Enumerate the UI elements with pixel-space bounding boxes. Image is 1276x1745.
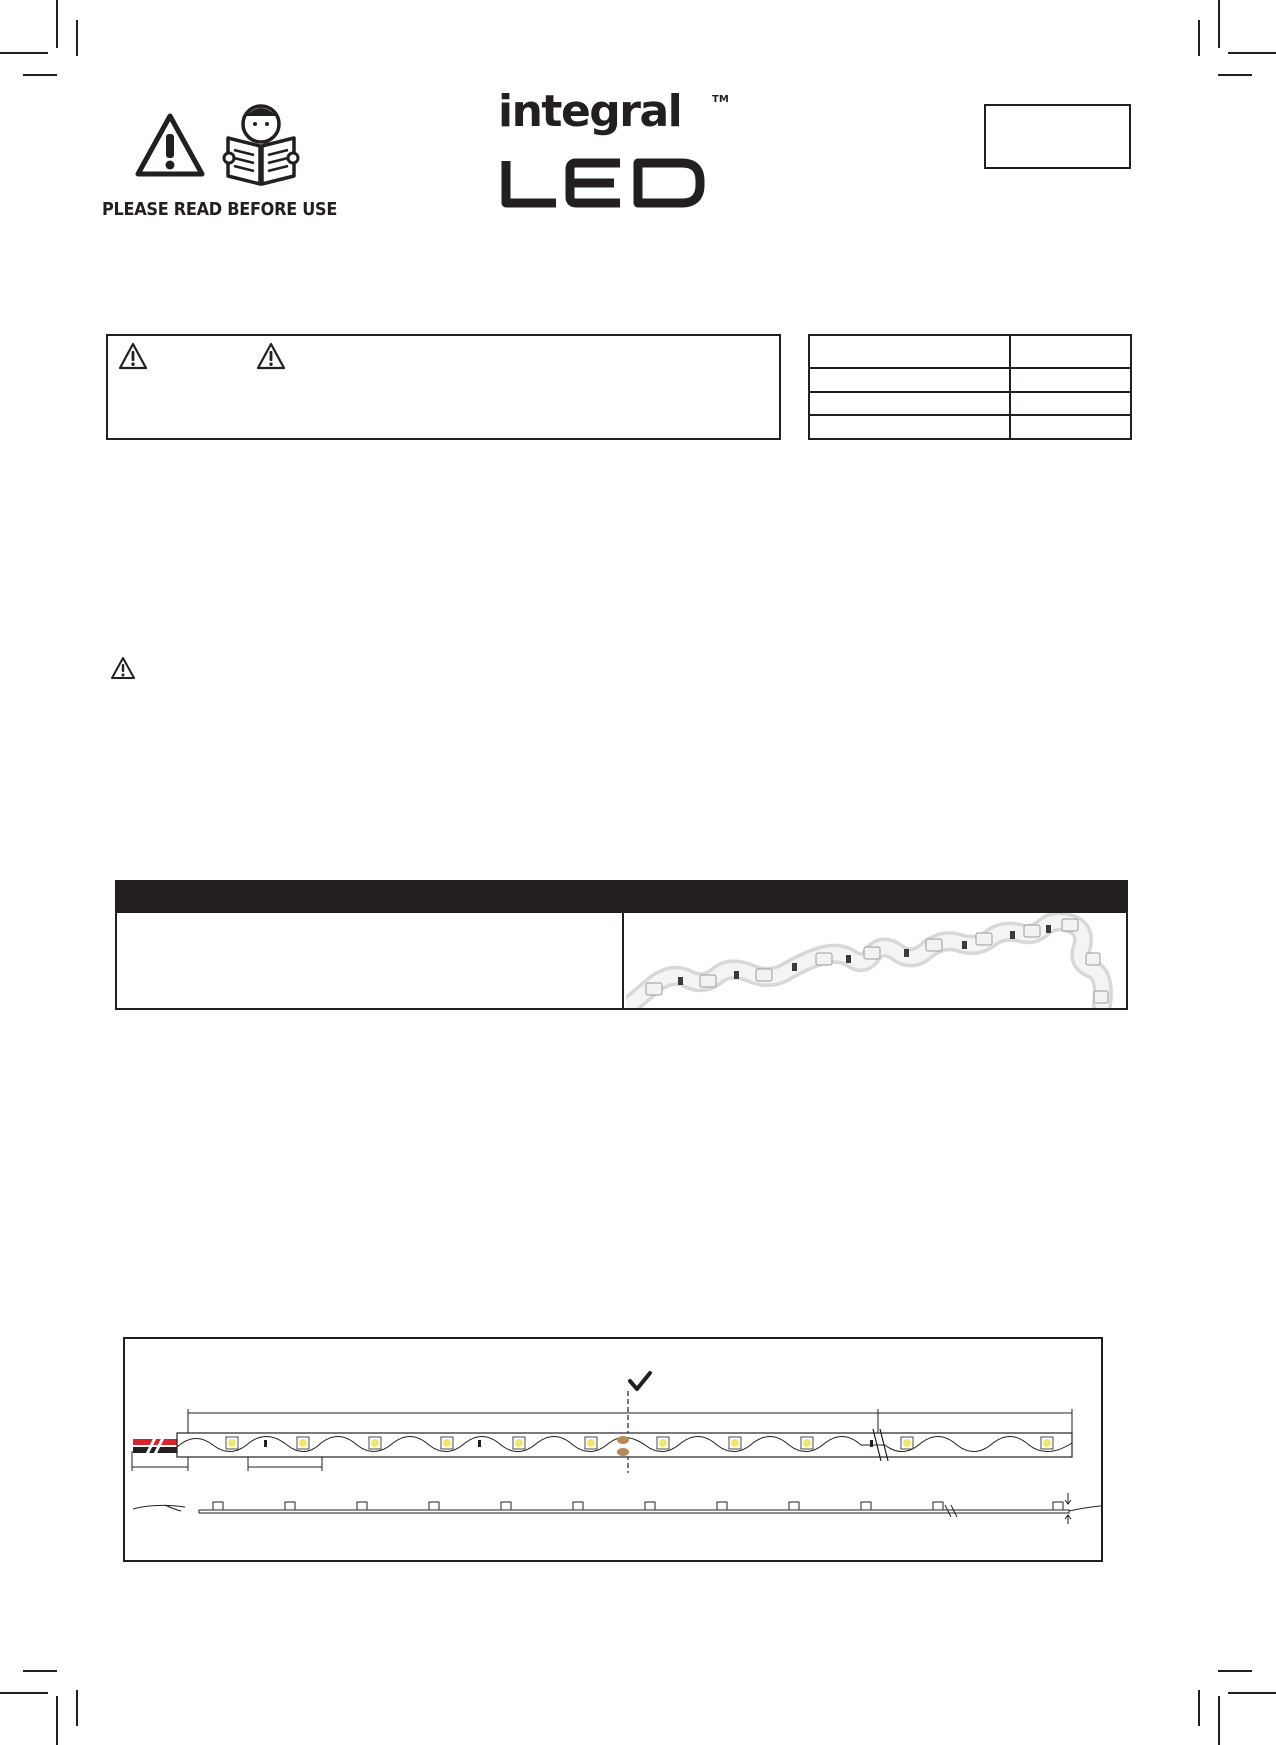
spec-grid-row-divider xyxy=(810,367,1130,369)
warning-triangle-icon xyxy=(134,112,206,178)
warning-triangle-icon xyxy=(110,656,136,680)
warning-triangle-icon xyxy=(256,342,286,370)
brand-logo xyxy=(498,86,738,215)
spec-grid-col-divider xyxy=(1009,336,1011,438)
product-table-body xyxy=(115,913,1128,1010)
product-table-header xyxy=(115,880,1128,913)
product-code-box xyxy=(984,104,1131,169)
read-before-use-text: PLEASE READ BEFORE USE xyxy=(102,200,338,220)
product-table xyxy=(115,880,1128,1010)
person-reading-icon xyxy=(220,102,302,188)
led-strip-diagram xyxy=(123,1337,1103,1562)
brand-trademark: TM xyxy=(712,94,729,105)
spec-grid-row-divider xyxy=(810,414,1130,416)
brand-name: integral xyxy=(498,86,682,137)
checkmark-icon xyxy=(630,1373,650,1389)
spec-grid xyxy=(808,334,1132,440)
product-table-col-divider xyxy=(622,913,624,1008)
spec-grid-row-divider xyxy=(810,391,1130,393)
led-strip-drawing xyxy=(125,1339,1101,1560)
warning-triangle-icon xyxy=(118,342,148,370)
read-before-use-block xyxy=(100,100,340,230)
brand-product-wordmark xyxy=(500,157,708,209)
flexible-led-strip-photo xyxy=(626,913,1126,1008)
warning-box xyxy=(106,334,781,440)
